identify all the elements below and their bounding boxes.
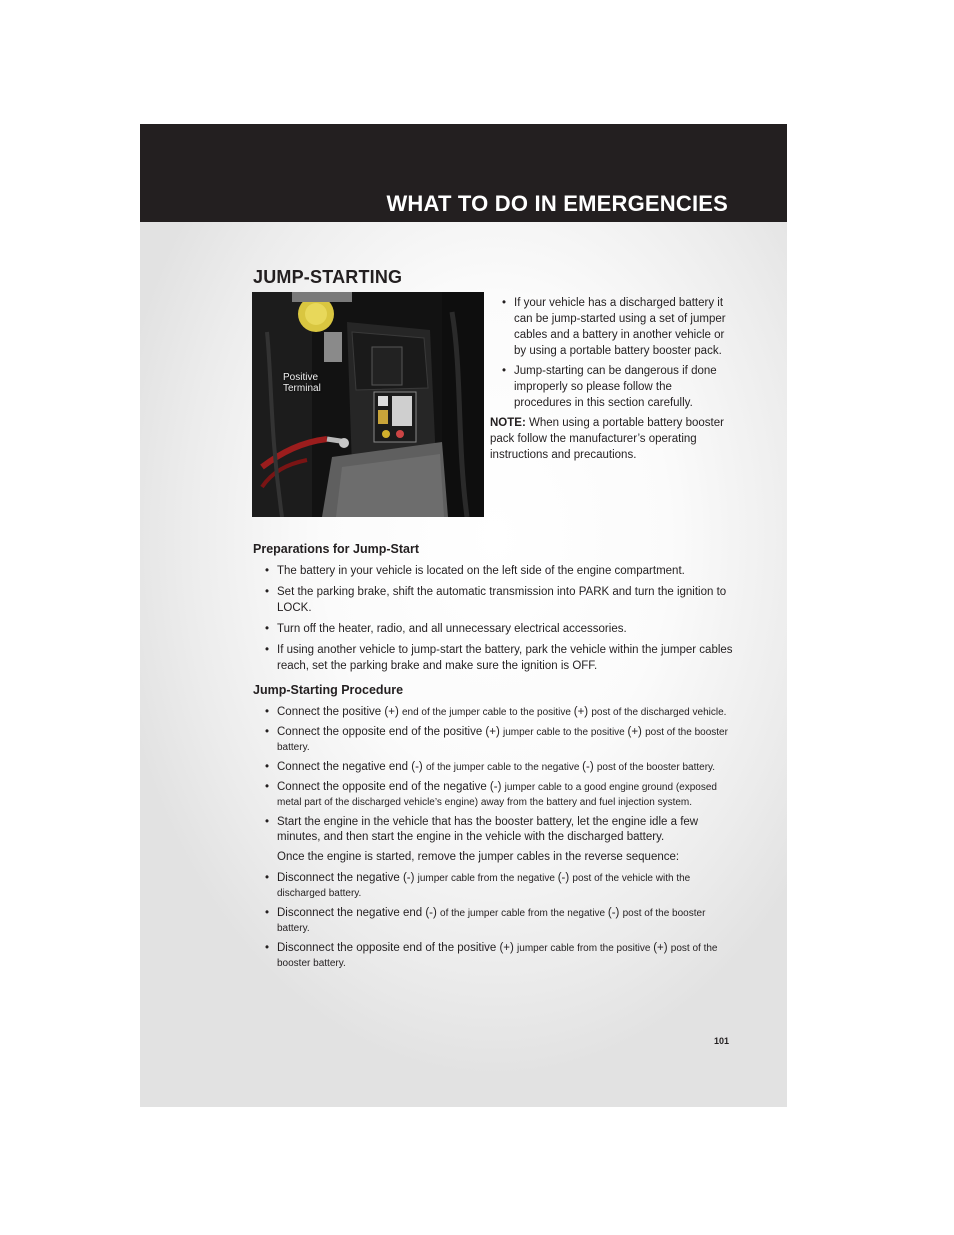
intro-list [490,295,730,411]
list-item: • Set the parking brake, shift the automatic transmission into PARK and turn the ignition to LOCK. [253,584,733,616]
reverse-sequence-intro: Once the engine is started, remove the jumper cables in the reverse sequence: [277,851,680,863]
list-item: • Connect the opposite end of the negative (-) jumper cable to a good engine ground (exposed metal part of the discharged vehicle’s engine) away from the battery and fuel injection system. [253,780,733,810]
header-band [140,124,787,222]
list-item: • Connect the negative end (-) of the jumper cable to the negative (-) post of the booster battery. [253,760,733,775]
section-title: JUMP-STARTING [253,267,403,287]
note-label: NOTE: [490,417,526,429]
battery-photo-illustration [252,292,484,517]
list-item: • If using another vehicle to jump-start the battery, park the vehicle within the jumper cables reach, set the parking brake and make sure the ignition is OFF. [253,642,733,674]
note-text: When using a portable battery booster pack follow the manufacturer’s operating instructions and precautions. [490,417,724,461]
battery-photo [252,292,484,517]
page-number: 101 [714,1036,730,1046]
list-item: • If your vehicle has a discharged battery it can be jump-started using a set of jumper cables and a battery in another vehicle or by using a portable battery booster pack. [490,295,730,359]
list-item: • Disconnect the opposite end of the positive (+) jumper cable from the positive (+) post of the booster battery. [253,941,733,971]
positive-terminal-label: Positive Terminal [283,372,321,394]
list-item: • Turn off the heater, radio, and all unnecessary electrical accessories. [253,621,733,637]
list-item: • Connect the opposite end of the positive (+) jumper cable to the positive (+) post of the booster battery. [253,725,733,755]
procedure-heading: Jump-Starting Procedure [253,683,404,697]
procedure-list [253,705,733,976]
list-item: • Connect the positive (+) end of the jumper cable to the positive (+) post of the discharged vehicle. [253,705,733,720]
chapter-title: WHAT TO DO IN EMERGENCIES [386,191,728,216]
manual-page [140,124,787,1107]
list-item: • Start the engine in the vehicle that has the booster battery, let the engine idle a few minutes, and then start the engine in the vehicle with the discharged battery. [253,815,733,845]
preparations-list [253,563,733,679]
intro-column [490,295,730,463]
list-item: • Jump-starting can be dangerous if done improperly so please follow the procedures in this section carefully. [490,363,730,411]
note [490,415,730,463]
list-item: • Disconnect the negative end (-) of the jumper cable from the negative (-) post of the booster battery. [253,906,733,936]
list-item: • The battery in your vehicle is located on the left side of the engine compartment. [253,563,733,579]
list-item: • Disconnect the negative (-) jumper cable from the negative (-) post of the vehicle with the discharged battery. [253,871,733,901]
preparations-heading: Preparations for Jump-Start [253,542,420,556]
